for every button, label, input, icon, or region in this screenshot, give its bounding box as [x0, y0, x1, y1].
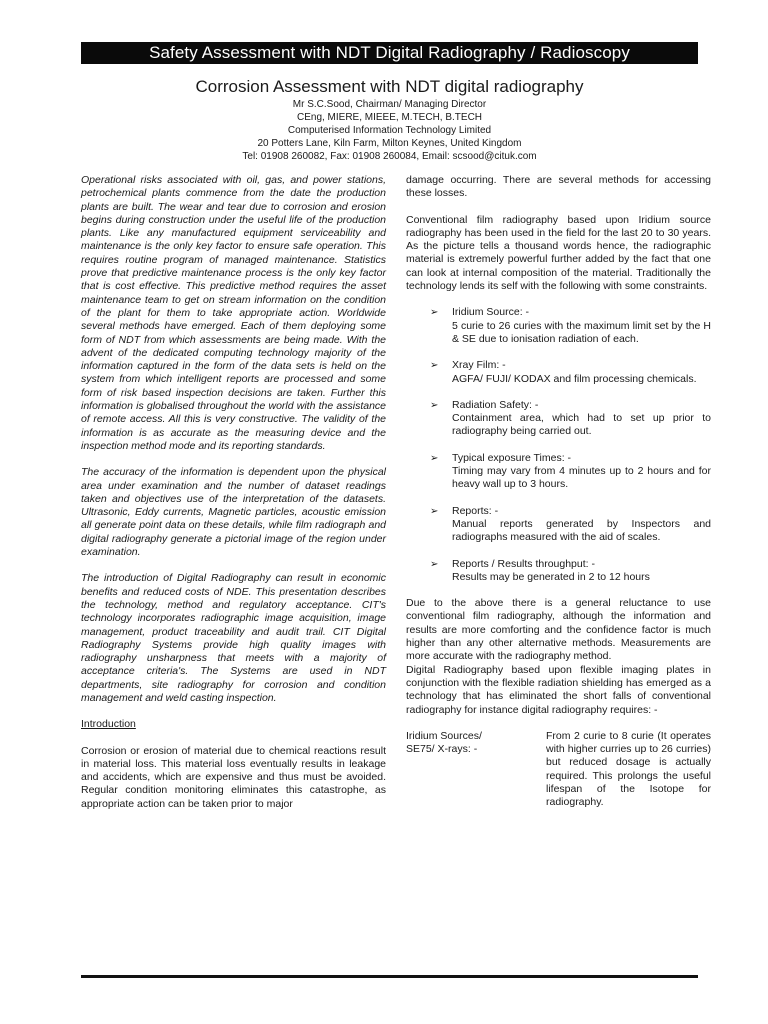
iridium-sources-block: [406, 730, 711, 840]
list-item-text: Containment area, which had to set up prior to radiography being carried out.: [452, 412, 711, 438]
list-item: [406, 359, 711, 386]
author-block: [81, 98, 698, 163]
iridium-sources-value: From 2 curie to 8 curie (It operates with higher curries up to 26 curries) but reduced dosage is actually required. This prolongs the useful lifespan of the Isotope for radiography.: [546, 729, 711, 809]
arrow-bullet-icon: ➢: [430, 399, 439, 411]
paragraph-operational-risks: Operational risks associated with oil, gas, and power stations, petrochemical plants commence from the date the production plants are built. The wear and tear due to corrosion and erosion begins during construction under the useful life of the production plants. Like any manufactured equipment serviceability and maintenance is the only key factor to ensure safe operation. This requires routine program of managed maintenance. Statistics prove that predictive maintenance process is the only key factor that is cost effective. This predictive method requires the asset maintenance team to get on stream information on the condition of the plant for them to take appropriate action. Worldwide several methods have emerged. Each of them deploying some form of NDT from which assessments are being made. With the advent of the dedicated computing technology majority of the information captured in the form of the data sets is held on the system from which intelligent reports are processed and some form of risk based inspection decisions are taken. Further this information is globalised throughout the world with the assistance of remote access. All this is very constructive. The validity of the information is as accurate as the measuring device and the inspection method mode and its reporting standards.: [81, 174, 386, 452]
introduction-heading: Introduction: [81, 718, 136, 731]
constraints-list: [406, 306, 711, 584]
list-item-text: Results may be generated in 2 to 12 hours: [452, 570, 650, 583]
list-item-label: Typical exposure Times: -: [452, 451, 572, 464]
iridium-sources-label: [406, 730, 526, 757]
arrow-bullet-icon: ➢: [430, 505, 439, 517]
list-item-label: Reports / Results throughput: -: [452, 557, 595, 570]
arrow-bullet-icon: ➢: [430, 307, 439, 319]
paragraph-digital-radiography-intro: The introduction of Digital Radiography can result in economic benefits and reduced costs of NDE. This presentation describes the technology, method and regulatory acceptance. CIT's technology incorporates radiographic image acquisition, image management, product traceability and audit trail. CIT Digital Radiography Systems provide high quality images with radiography unsharpness that meets with a majority of acceptance criteria's. The Systems are used in NDT departments, site radiography for corrosion and condition management and weld casting inspection.: [81, 572, 386, 704]
author-name-line: Mr S.C.Sood, Chairman/ Managing Director: [292, 99, 487, 110]
author-contact-line: Tel: 01908 260082, Fax: 01908 260084, Email: scsood@cituk.com: [242, 151, 537, 162]
list-item-label: Iridium Source: -: [452, 306, 530, 319]
iridium-label-line: Iridium Sources/: [406, 729, 482, 742]
iridium-label-line: SE75/ X-rays: -: [406, 743, 478, 756]
paragraph-digital-radiography-plates: Digital Radiography based upon flexible imaging plates in conjunction with the flexible radiation shielding has emerged as a technology that has eliminated the short falls of conventional radiography for instance digital radiography requires: -: [406, 663, 711, 716]
arrow-bullet-icon: ➢: [430, 360, 439, 372]
arrow-bullet-icon: ➢: [430, 452, 439, 464]
footer-divider: [81, 975, 698, 978]
list-item-text: 5 curie to 26 curies with the maximum limit set by the H & SE due to ionisation radiation of each.: [452, 319, 711, 345]
right-column: [406, 174, 711, 840]
arrow-bullet-icon: ➢: [430, 558, 439, 570]
paragraph-general-reluctance: Due to the above there is a general reluctance to use conventional film radiography, although the information and results are more comforting and the confidence factor is much higher than any other alternative methods. Measurements are more accurate with the radiography method.: [406, 597, 711, 663]
list-item-label: Reports: -: [452, 504, 499, 517]
list-item: [406, 558, 711, 585]
paragraph-conventional-film: Conventional film radiography based upon Iridium source radiography has been used in the field for the last 20 to 30 years. As the picture tells a thousand words hence, the radiographic material is extremely powerful further added by the fact that one can look at internal composition of the material. Traditionally the technology lends its self with the following with some constraints.: [406, 213, 711, 293]
list-item-text: AGFA/ FUJI/ KODAX and film processing chemicals.: [452, 372, 697, 385]
list-item: [406, 399, 711, 439]
left-column: [81, 174, 386, 811]
list-item-text: Manual reports generated by Inspectors and radiographs measured with the aid of scales.: [452, 517, 711, 544]
author-address-line: 20 Potters Lane, Kiln Farm, Milton Keynes, United Kingdom: [257, 138, 522, 149]
paragraph-accuracy: The accuracy of the information is dependent upon the physical area under examination and the number of dataset readings taken and objectives use of the interpretation of the datasets. Ultrasonic, Eddy currents, Magnetic particles, acoustic emission all generate point data on these details, while film radiograph and digital radiography generate a pictorial image of the region under examination.: [81, 466, 386, 559]
list-item: [406, 452, 711, 492]
page-banner: Safety Assessment with NDT Digital Radiography / Radioscopy: [81, 42, 698, 64]
author-qualifications-line: CEng, MIERE, MIEEE, M.TECH, B.TECH: [296, 112, 483, 123]
list-item-label: Radiation Safety: -: [452, 398, 539, 411]
paragraph-damage-occurring: damage occurring. There are several methods for accessing these losses.: [406, 174, 711, 200]
list-item-label: Xray Film: -: [452, 359, 506, 372]
page-title: Corrosion Assessment with NDT digital radiography: [195, 77, 584, 96]
list-item-text: Timing may vary from 4 minutes up to 2 hours and for heavy wall up to 3 hours.: [452, 465, 711, 491]
list-item: [406, 505, 711, 545]
paragraph-corrosion: Corrosion or erosion of material due to chemical reactions result in material loss. This material loss eventually results in leakage and accidents, which are expensive and thus must be avoided. Regular condition monitoring eliminates this catastrophe, as appropriate action can be taken prior to major: [81, 744, 386, 810]
list-item: [406, 306, 711, 346]
author-company-line: Computerised Information Technology Limited: [287, 125, 492, 136]
